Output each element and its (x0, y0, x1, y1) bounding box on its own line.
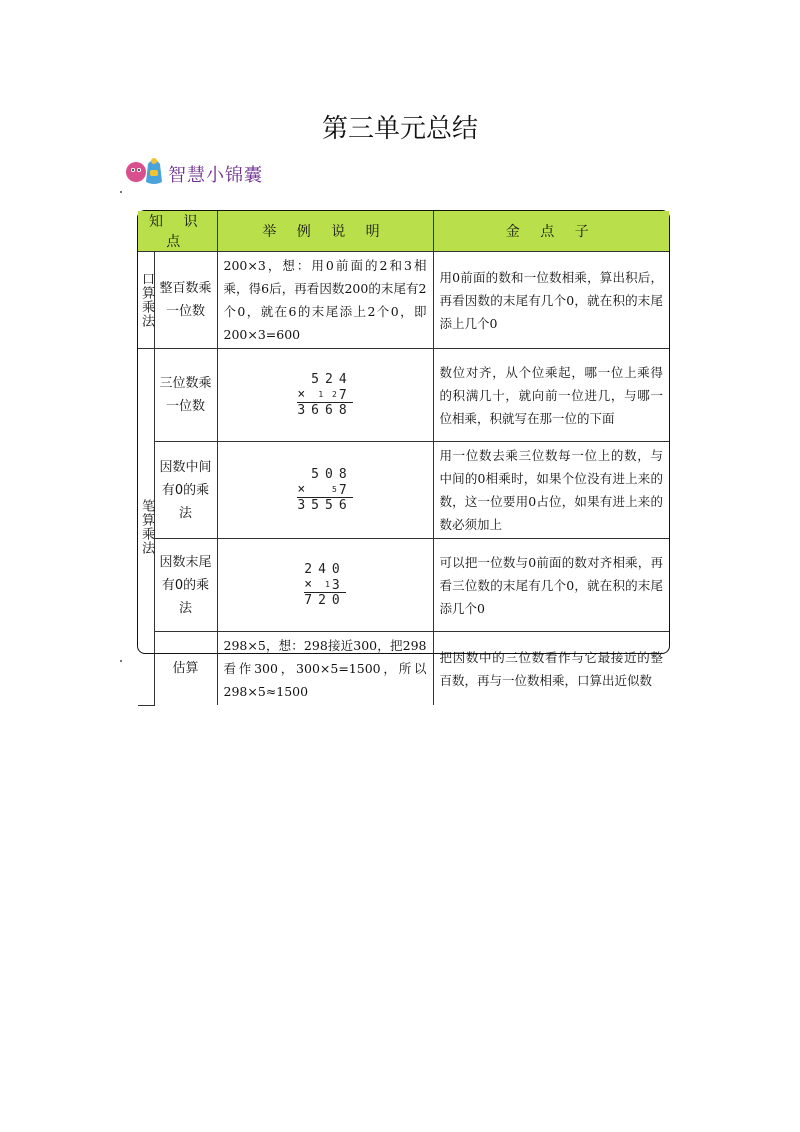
category-cell-written (138, 349, 154, 706)
calc-carry: 1 2 (318, 390, 339, 399)
vertical-calculation (297, 467, 352, 513)
calc-operator: × (297, 387, 312, 402)
topic: 整百数乘一位数 (159, 281, 212, 319)
vertical-calculation (304, 562, 345, 608)
topic: 因数中间有0的乘法 (159, 459, 212, 521)
calc-multiplier: 3 (331, 578, 346, 593)
header-tip: 金 点 子 (433, 211, 669, 252)
summary-table-grid (138, 211, 669, 706)
topic: 估算 (172, 661, 199, 676)
table-row (138, 252, 669, 349)
section-heading (124, 152, 324, 188)
table-row (138, 442, 669, 539)
header-example: 举 例 说 明 (217, 211, 433, 252)
calc-multiplicand: 524 (311, 372, 353, 387)
tip-text: 用一位数去乘三位数每一位上的数，与中间的0相乘时，如果个位没有进上来的数，这一位要用0占位，如果有进上来的数必须加上 (439, 448, 663, 532)
calc-result: 720 (304, 593, 346, 608)
section-label: 智慧小锦囊 (168, 165, 263, 186)
example-text: 200×3，想：用0前面的2和3相乘，得6后，再看因数200的末尾有2个0，就在6的末尾添上2个0，即200×3=600 (223, 258, 427, 342)
margin-dot (120, 660, 122, 662)
table-row (138, 632, 669, 706)
bag-mascot-icon (124, 152, 166, 186)
tip-text: 用0前面的数和一位数相乘，算出积后，再看因数的末尾有几个0，就在积的末尾添上几个0 (439, 269, 663, 331)
calc-multiplier: 7 (338, 483, 353, 498)
example-text: 298×5，想：298接近300，把298看作300，300×5=1500，所以298×5≈1500 (223, 638, 427, 699)
calc-operator: × (304, 577, 319, 592)
category-cell-oral (138, 252, 154, 349)
calc-operator: × (297, 482, 312, 497)
topic: 三位数乘一位数 (159, 376, 212, 414)
calc-multiplicand: 240 (304, 562, 346, 577)
tip-text: 把因数中的三位数看作与它最接近的整百数，再与一位数相乘，口算出近似数 (439, 649, 663, 688)
tip-text: 可以把一位数与0前面的数对齐相乘，再看三位数的末尾有几个0，就在积的末尾添几个0 (439, 554, 663, 616)
calc-carry: 1 (325, 580, 332, 589)
table-row (138, 539, 669, 632)
vertical-calculation (297, 372, 352, 418)
tip-text: 数位对齐，从个位乘起，哪一位上乘得的积满几十，就向前一位进几，与哪一位相乘，积就写在那一位的下面 (439, 364, 663, 426)
table-header-row (138, 211, 669, 252)
calc-carry: 5 (332, 485, 339, 494)
table-row (138, 349, 669, 442)
topic: 因数末尾有0的乘法 (159, 554, 212, 616)
margin-dot (120, 191, 122, 193)
calc-result: 3556 (297, 498, 353, 513)
calc-multiplier: 7 (338, 388, 353, 403)
calc-result: 3668 (297, 403, 353, 418)
calc-multiplicand: 508 (311, 467, 353, 482)
category-oral: 口算乘法 (139, 272, 154, 328)
summary-table (137, 210, 670, 699)
page-title: 第三单元总结 (321, 114, 478, 144)
category-written: 笔算乘法 (139, 498, 154, 555)
header-knowledge: 知 识 点 (138, 211, 217, 252)
